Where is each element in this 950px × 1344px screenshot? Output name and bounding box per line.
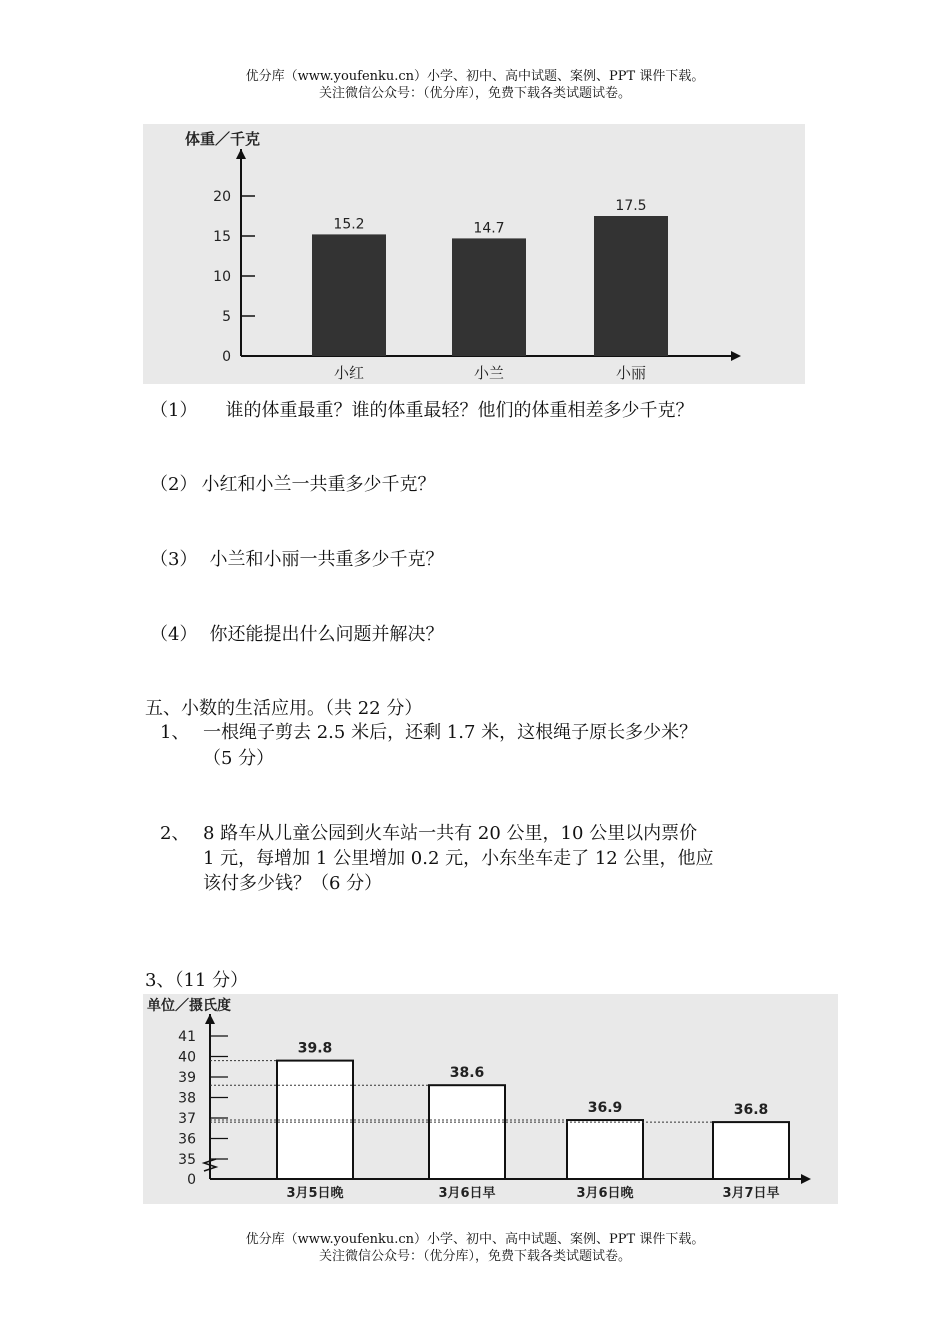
x-category-label: 小丽 [615,364,647,382]
bar-value-label: 36.9 [587,1100,623,1117]
section-5-title: 五、小数的生活应用。（共 22 分） [145,698,423,719]
y-tick-label: 37 [178,1111,196,1127]
bar-value-label: 38.6 [449,1065,485,1082]
header-line-1: 优分库（www.youfenku.cn）小学、初中、高中试题、案例、PPT 课件下载。 [245,69,705,84]
x-category-label: 3月5日晚 [286,1186,344,1201]
question-2-text: 小红和小兰一共重多少千克？ [201,474,436,495]
temperature-chart-svg [143,994,838,1204]
y-tick-label: 20 [213,189,231,205]
y-tick-label: 36 [178,1131,196,1148]
bar [713,1122,789,1179]
bar [452,238,526,356]
section-5-q1-line-1: 一根绳子剪去 2.5 米后，还剩 1.7 米，这根绳子原长多少米？ [203,722,698,743]
section-5-q2-line-1: 8 路车从儿童公园到火车站一共有 20 公里，10 公里以内票价 [203,823,698,844]
y-tick-label: 15 [213,229,231,245]
y-tick-label: 5 [222,309,231,325]
question-4-number: （4） [150,624,198,645]
x-category-label: 3月6日晚 [576,1186,634,1201]
section-5-q2-number: 2、 [160,823,190,844]
question-1 [150,399,693,423]
y-axis-title: 体重／千克 [185,130,261,148]
y-tick-label: 10 [213,269,231,285]
y-tick-label: 35 [178,1152,196,1168]
section-5-q3-label: 3、（11 分） [145,970,249,991]
bar-value-label: 36.8 [733,1102,769,1119]
weight-chart-svg [143,124,805,384]
question-1-text: 谁的体重最重？谁的体重最轻？他们的体重相差多少千克？ [225,400,694,421]
bar [567,1120,643,1179]
y-tick-label: 38 [178,1090,196,1107]
question-4 [150,623,443,647]
question-3-text: 小兰和小丽一共重多少千克？ [209,549,444,570]
header-line-2: 关注微信公众号：（优分库），免费下载各类试题试卷。 [318,86,631,101]
question-3-number: （3） [150,549,198,570]
question-2-number: （2） [150,474,198,495]
section-5-q1-line-2: （5 分） [203,748,275,769]
x-category-label: 3月7日早 [722,1186,780,1201]
y-axis-arrow [236,149,246,159]
section-5-q2-line-3: 该付多少钱？（6 分） [203,873,383,894]
x-category-label: 3月6日早 [438,1186,496,1201]
weight-chart [143,124,805,384]
question-2 [150,473,435,497]
bar-value-label: 15.2 [333,216,365,233]
y-tick-label: 40 [178,1049,196,1066]
question-4-text: 你还能提出什么问题并解决？ [209,624,444,645]
section-5-q2-line-2: 1 元，每增加 1 公里增加 0.2 元，小东坐车走了 12 公里，他应 [203,848,714,869]
question-3 [150,548,443,572]
bar-value-label: 17.5 [615,198,647,214]
footer-line-2: 关注微信公众号：（优分库），免费下载各类试题试卷。 [318,1249,631,1264]
bar-value-label: 14.7 [473,220,505,237]
y-tick-label: 0 [187,1172,196,1188]
bar [429,1085,505,1179]
temperature-chart [143,994,838,1204]
bar-value-label: 39.8 [297,1040,333,1057]
question-1-number: （1） [150,400,198,421]
x-category-label: 小红 [333,364,365,382]
y-tick-label: 39 [178,1070,196,1086]
y-tick-label: 0 [222,349,231,365]
x-category-label: 小兰 [473,364,505,382]
y-axis-arrow [205,1014,215,1024]
x-axis-arrow [731,351,741,361]
section-5-q1-number: 1、 [160,722,190,743]
bar [312,234,386,356]
axis-break-mark [204,1159,216,1171]
footer-line-1: 优分库（www.youfenku.cn）小学、初中、高中试题、案例、PPT 课件下载。 [245,1232,705,1247]
bar [594,216,668,356]
x-axis-arrow [801,1174,811,1184]
y-axis-title: 单位／摄氏度 [147,998,231,1014]
y-tick-label: 41 [178,1029,196,1045]
